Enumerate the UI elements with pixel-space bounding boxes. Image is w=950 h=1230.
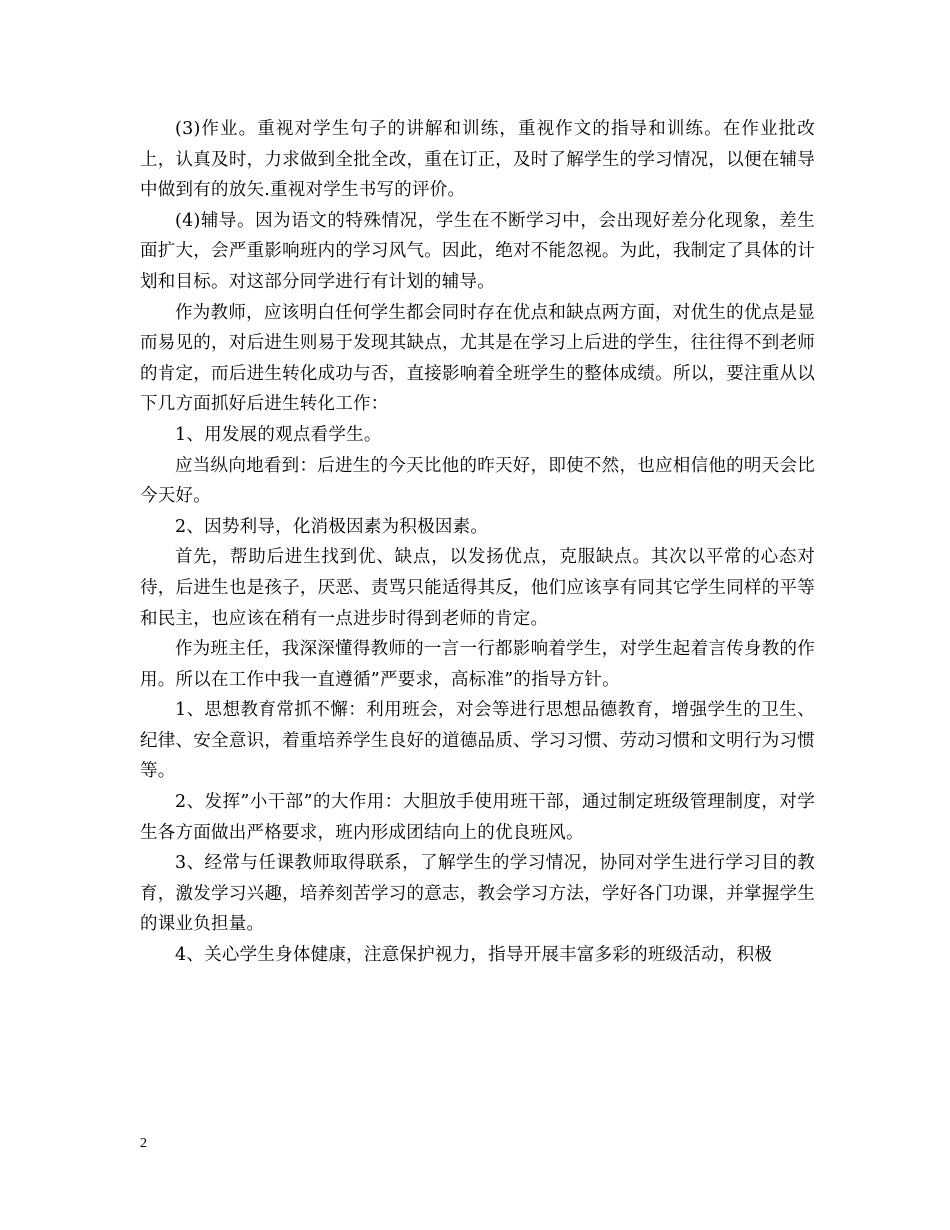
paragraph-tutoring: (4)辅导。因为语文的特殊情况，学生在不断学习中，会出现好差分化现象，差生面扩大，会严重影响班内的学习风气。因此，绝对不能忽视。为此，我制定了具体的计划和目标。对这部分同学进行有计划的辅导。 — [140, 210, 815, 292]
paragraph-point-2: 2、因势利导，化消极因素为积极因素。 — [175, 516, 489, 537]
paragraph-item-3: 3、经常与任课教师取得联系，了解学生的学习情况，协同对学生进行学习目的教育，激发学习兴趣，培养刻苦学习的意志，教会学习方法，学好各门功课，并掌握学生的课业负担量。 — [140, 853, 815, 935]
document-body — [140, 114, 815, 971]
paragraph-teacher-view: 作为教师，应该明白任何学生都会同时存在优点和缺点两方面，对优生的优点是显而易见的，对后进生则易于发现其缺点，尤其是在学习上后进的学生，往往得不到老师的肯定，而后进生转化成功与否，直接影响着全班学生的整体成绩。所以，要注重从以下几方面抓好后进生转化工作： — [140, 302, 815, 415]
paragraph-point-1: 1、用发展的观点看学生。 — [175, 424, 382, 445]
paragraph-point-2-detail: 首先，帮助后进生找到优、缺点，以发扬优点，克服缺点。其次以平常的心态对待，后进生也是孩子，厌恶、责骂只能适得其反，他们应该享有同其它学生同样的平等和民主，也应该在稍有一点进步时得到老师的肯定。 — [140, 547, 815, 629]
paragraph-point-1-detail: 应当纵向地看到：后进生的今天比他的昨天好，即使不然，也应相信他的明天会比今天好。 — [140, 455, 815, 507]
paragraph-item-1: 1、思想教育常抓不懈：利用班会，对会等进行思想品德教育，增强学生的卫生、纪律、安全意识，着重培养学生良好的道德品质、学习习惯、劳动习惯和文明行为习惯等。 — [140, 700, 815, 782]
paragraph-class-teacher: 作为班主任，我深深懂得教师的一言一行都影响着学生，对学生起着言传身教的作用。所以在工作中我一直遵循”严要求，高标准”的指导方针。 — [140, 639, 815, 690]
paragraph-homework: (3)作业。重视对学生句子的讲解和训练，重视作文的指导和训练。在作业批改上，认真及时，力求做到全批全改，重在订正，及时了解学生的学习情况，以便在辅导中做到有的放矢.重视对学生书写的评价。 — [140, 119, 815, 201]
paragraph-item-2: 2、发挥”小干部”的大作用：大胆放手使用班干部，通过制定班级管理制度，对学生各方面做出严格要求，班内形成团结向上的优良班风。 — [140, 792, 815, 843]
paragraph-item-4: 4、关心学生身体健康，注意保护视力，指导开展丰富多彩的班级活动，积极 — [175, 945, 773, 966]
page-number: 2 — [140, 1136, 147, 1151]
